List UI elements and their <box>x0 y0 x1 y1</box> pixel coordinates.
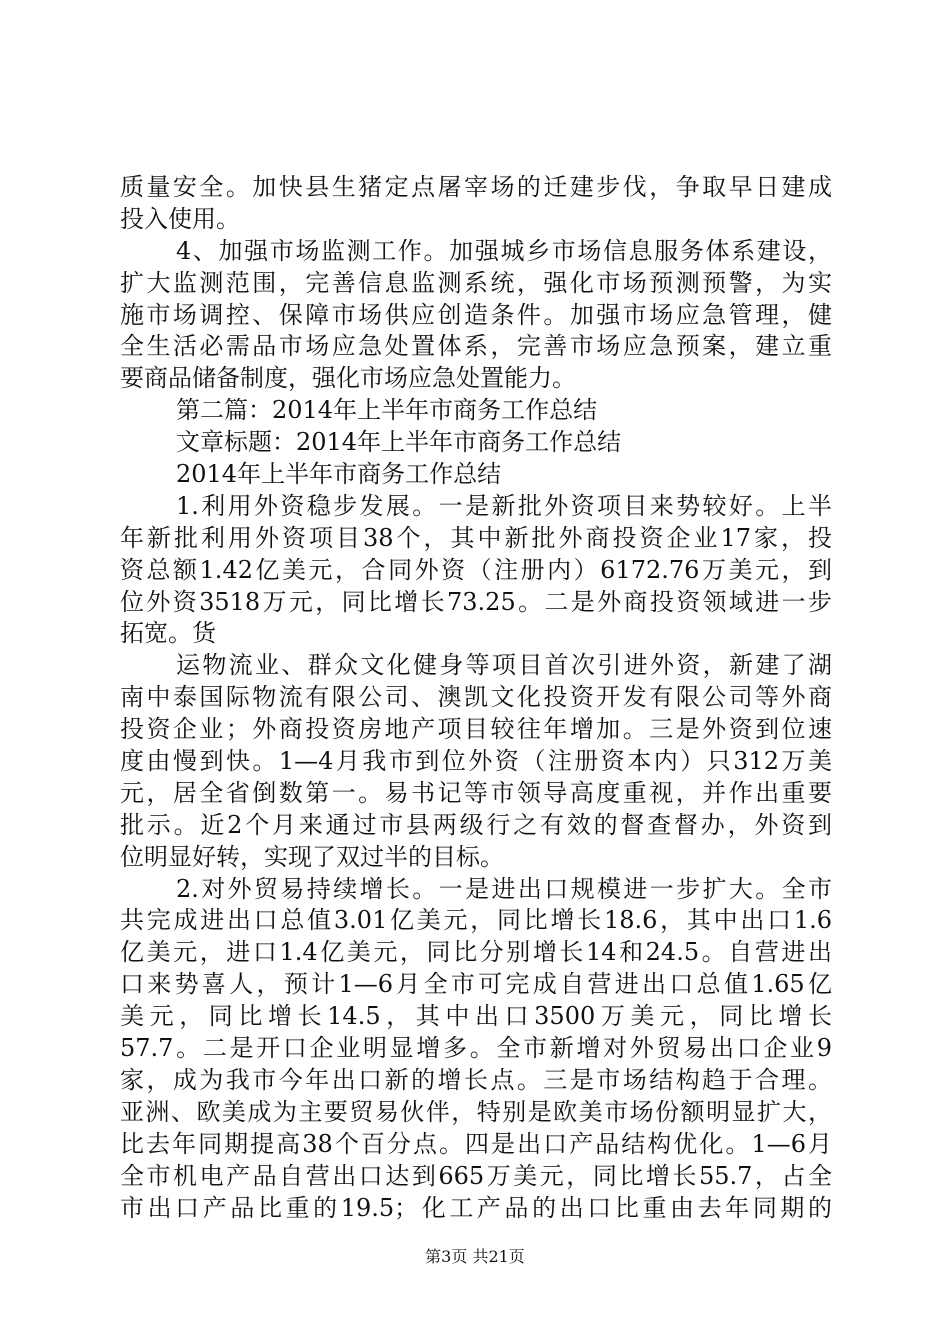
text-line: 批示。近2个月来通过市县两级行之有效的督查督办，外资到 <box>120 810 832 839</box>
text-line: 投资企业；外商投资房地产项目较往年增加。三是外资到位速 <box>120 715 832 744</box>
text-line: 拓宽。货 <box>120 619 216 648</box>
text-line: 亚洲、欧美成为主要贸易伙伴，特别是欧美市场份额明显扩大， <box>120 1097 832 1126</box>
text-line: 度由慢到快。1—4月我市到位外资（注册资本内）只312万美 <box>120 747 832 776</box>
page-number-footer: 第3页 共21页 <box>425 1247 525 1266</box>
text-line: 施市场调控、保障市场供应创造条件。加强市场应急管理，健 <box>120 300 832 329</box>
text-line: 位外资3518万元，同比增长73.25。二是外商投资领域进一步 <box>120 587 832 616</box>
article-title: 文章标题：2014年上半年市商务工作总结 <box>176 428 622 457</box>
text-line: 年新批利用外资项目38个，其中新批外商投资企业17家，投 <box>120 523 832 552</box>
chapter-title: 第二篇：2014年上半年市商务工作总结 <box>176 396 598 425</box>
text-line: 要商品储备制度，强化市场应急处置能力。 <box>120 364 576 393</box>
text-line: 57.7。二是开口企业明显增多。全市新增对外贸易出口企业9 <box>120 1034 832 1063</box>
text-line: 质量安全。加快县生猪定点屠宰场的迁建步伐，争取早日建成 <box>120 173 832 201</box>
text-line: 市出口产品比重的19.5；化工产品的出口比重由去年同期的 <box>120 1193 832 1222</box>
text-line: 元，居全省倒数第一。易书记等市领导高度重视，并作出重要 <box>120 778 832 807</box>
text-line: 家，成为我市今年出口新的增长点。三是市场结构趋于合理。 <box>120 1065 832 1094</box>
text-line: 比去年同期提高38个百分点。四是出口产品结构优化。1—6月 <box>120 1129 832 1158</box>
text-line: 全市机电产品自营出口达到665万美元，同比增长55.7，占全 <box>120 1161 832 1190</box>
document-title: 2014年上半年市商务工作总结 <box>176 460 502 489</box>
text-line: 位明显好转，实现了双过半的目标。 <box>120 842 504 871</box>
text-line: 共完成进出口总值3.01亿美元，同比增长18.6，其中出口1.6 <box>120 906 832 935</box>
section-heading-2: 2.对外贸易持续增长。一是进出口规模进一步扩大。全市 <box>176 874 832 903</box>
text-line: 全生活必需品市场应急处置体系，完善市场应急预案，建立重 <box>120 332 832 361</box>
text-line: 扩大监测范围，完善信息监测系统，强化市场预测预警，为实 <box>120 268 832 297</box>
text-line: 投入使用。 <box>120 204 240 233</box>
section-heading-4: 4、加强市场监测工作。加强城乡市场信息服务体系建设， <box>176 236 832 265</box>
text-line: 口来势喜人，预计1—6月全市可完成自营进出口总值1.65亿 <box>120 970 832 999</box>
text-line: 运物流业、群众文化健身等项目首次引进外资，新建了湖 <box>176 651 832 680</box>
body-text <box>120 172 832 1224</box>
text-line: 南中泰国际物流有限公司、澳凯文化投资开发有限公司等外商 <box>120 683 832 712</box>
text-line: 美元，同比增长14.5，其中出口3500万美元，同比增长 <box>120 1002 832 1031</box>
text-line: 亿美元，进口1.4亿美元，同比分别增长14和24.5。自营进出 <box>120 938 832 967</box>
section-heading-1: 1.利用外资稳步发展。一是新批外资项目来势较好。上半 <box>176 491 832 520</box>
text-line: 资总额1.42亿美元，合同外资（注册内）6172.76万美元，到 <box>120 555 832 584</box>
